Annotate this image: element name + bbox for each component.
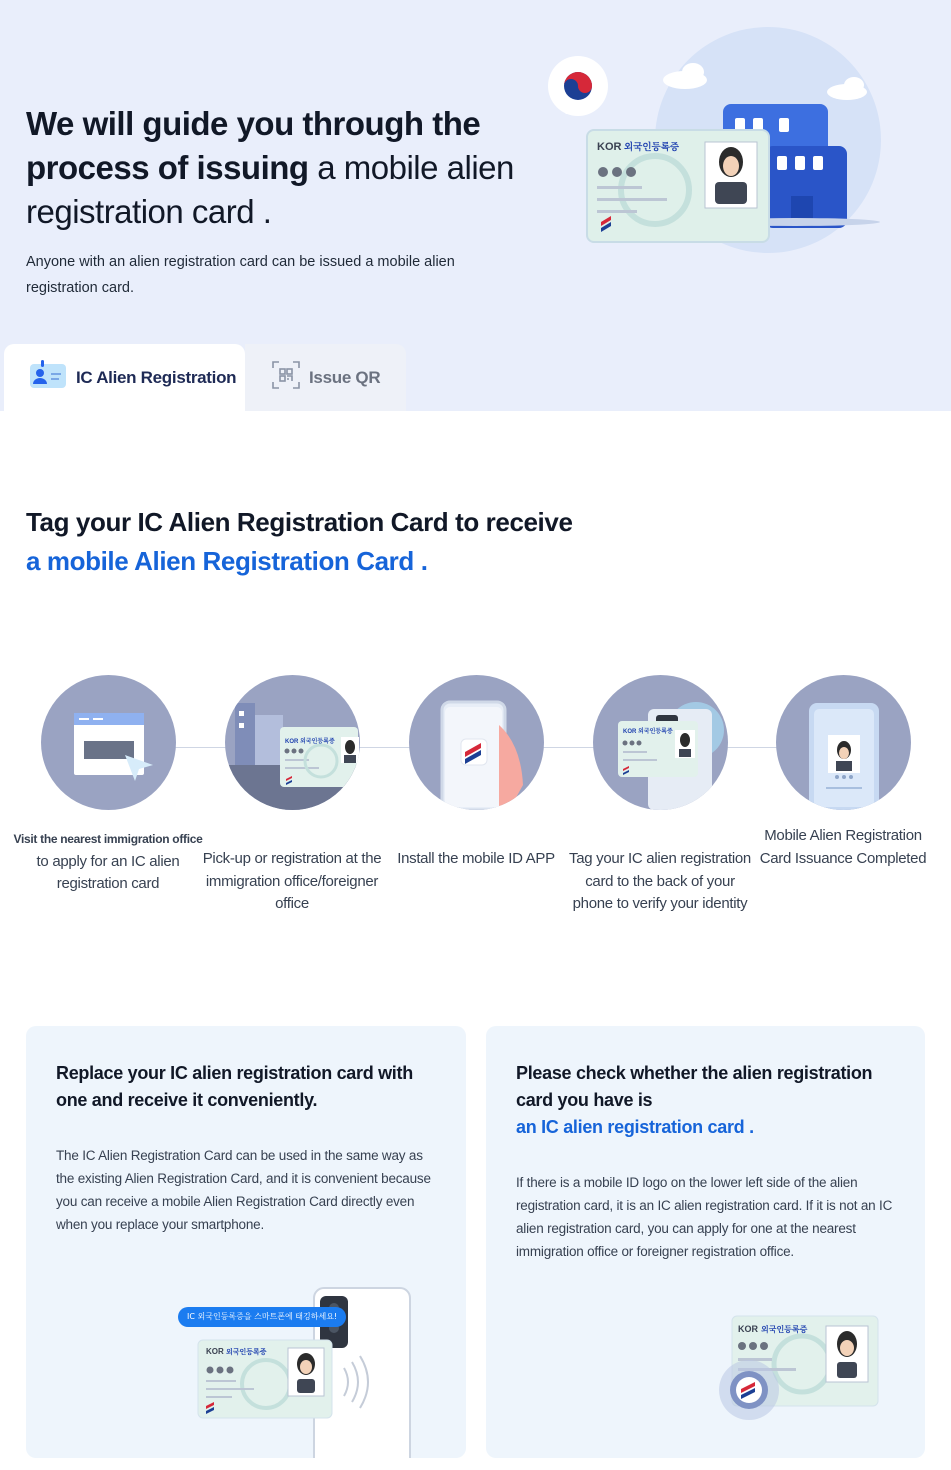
step-2 xyxy=(197,675,387,916)
step-3 xyxy=(381,675,571,871)
step-2-label: Pick-up or registration at the immigration office/foreigner office xyxy=(202,850,382,912)
office-card-icon xyxy=(225,675,360,810)
replace-card-text: The IC Alien Registration Card can be used in the same way as the existing Alien Registration Card, and it is convenient because you can receive a mobile Alien Registration Card directly even when you replace your smartphone. xyxy=(56,1148,431,1232)
card-tag-icon xyxy=(593,675,728,810)
hero-title-light: a mobile alien registration card . xyxy=(26,149,514,230)
step-1-label: to apply for an IC alien registration card xyxy=(36,852,180,892)
hero-card-country: KOR xyxy=(597,141,622,153)
replace-card-info xyxy=(26,1026,466,1458)
tab-label: Issue QR xyxy=(309,367,381,387)
tab-ic-alien-registration[interactable] xyxy=(4,344,245,411)
svg-text:KOR: KOR xyxy=(206,1347,224,1356)
tab-label: IC Alien Registration xyxy=(76,367,237,387)
step-1-small-label: Visit the nearest immigration office xyxy=(13,832,203,846)
hero-title-bold: We will guide you through the process of issuing xyxy=(26,105,481,186)
hero-card-name: 외국인등록증 xyxy=(624,142,680,153)
step-4 xyxy=(565,675,755,916)
step-5-label: Mobile Alien Registration Card Issuance Completed xyxy=(759,827,927,867)
id-card-icon xyxy=(28,360,68,395)
tag-prompt-text: IC 외국인등록증을 스마트폰에 태깅하세요! xyxy=(187,1312,338,1321)
section-title-line2: a mobile Alien Registration Card . xyxy=(26,546,428,576)
section-title-line1: Tag your IC Alien Registration Card to receive xyxy=(26,507,573,537)
phone-id-icon xyxy=(776,675,911,810)
tab-bar xyxy=(4,344,406,411)
check-card-title xyxy=(516,1060,906,1141)
step-4-label: Tag your IC alien registration card to the back of your phone to verify your identity xyxy=(569,850,751,912)
hero-section xyxy=(0,0,951,411)
ic-card-illustration xyxy=(716,1312,886,1424)
hero-illustration xyxy=(545,22,890,262)
step-5 xyxy=(748,675,938,870)
check-card-title-text: Please check whether the alien registration card you have is xyxy=(516,1063,873,1110)
step-1 xyxy=(13,675,203,896)
section-title xyxy=(26,503,573,581)
svg-text:KOR 외국인등록증: KOR 외국인등록증 xyxy=(284,739,335,745)
qr-code-icon xyxy=(271,360,301,395)
check-card-text: If there is a mobile ID logo on the lower left side of the alien registration card, it is an IC alien registration card. If it is not an IC alien registration card, you can apply for one at the nearest immigration office or foreigner registration office. xyxy=(516,1175,893,1259)
svg-text:KOR 외국인등록증: KOR 외국인등록증 xyxy=(622,729,673,735)
hero-title xyxy=(26,102,546,234)
check-card-info xyxy=(486,1026,925,1458)
svg-text:외국인등록증: 외국인등록증 xyxy=(226,1348,267,1356)
check-card-title-accent: an IC alien registration card . xyxy=(516,1117,754,1137)
tag-prompt-bubble xyxy=(178,1307,346,1327)
step-3-label: Install the mobile ID APP xyxy=(397,850,555,867)
replace-card-title: Replace your IC alien registration card with one and receive it conveniently. xyxy=(56,1063,413,1110)
phone-tag-illustration xyxy=(176,1284,416,1458)
svg-text:외국인등록증: 외국인등록증 xyxy=(761,1325,808,1334)
svg-text:KOR: KOR xyxy=(738,1324,758,1334)
hero-description: Anyone with an alien registration card can be issued a mobile alien registration card. xyxy=(26,254,455,296)
tab-issue-qr[interactable] xyxy=(245,344,406,411)
phone-app-icon xyxy=(409,675,544,810)
window-click-icon xyxy=(41,675,176,810)
